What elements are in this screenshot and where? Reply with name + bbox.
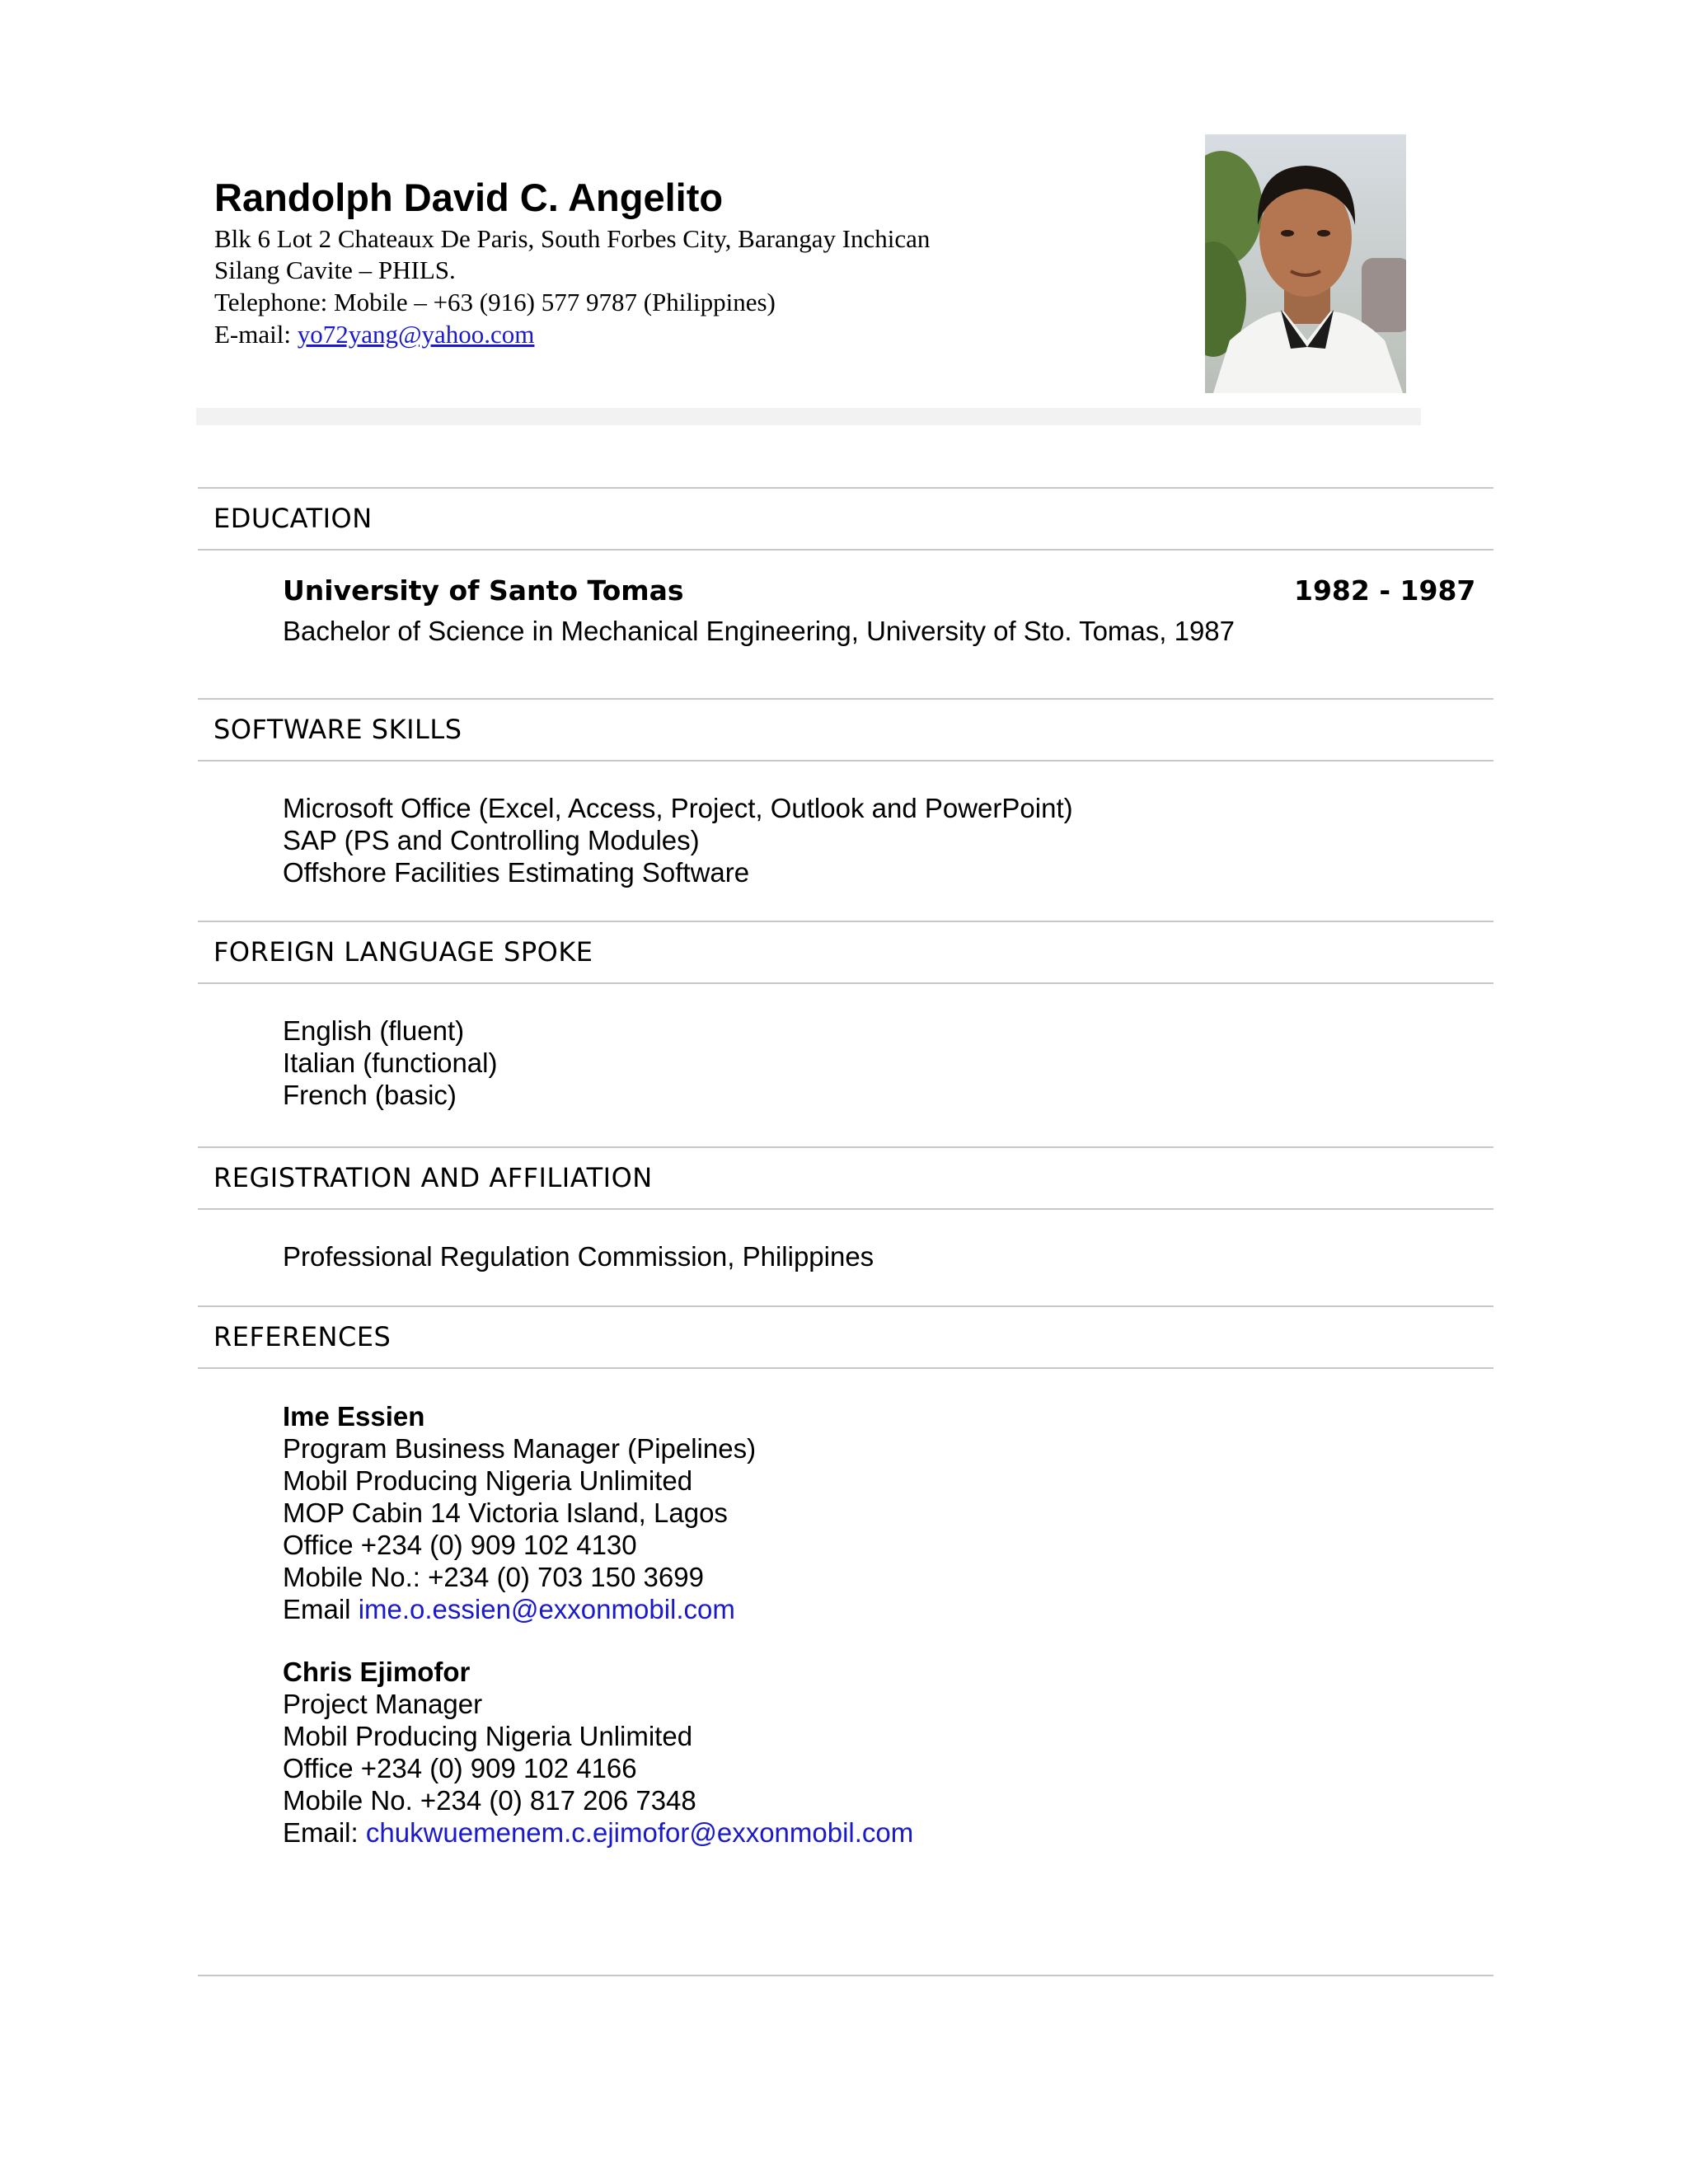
heading-foreign-language: FOREIGN LANGUAGE SPOKE [213,936,593,968]
reference-1-email-link[interactable]: ime.o.essien@exxonmobil.com [358,1594,735,1624]
reference-1-office: Office +234 (0) 909 102 4130 [283,1530,637,1560]
rule-education-bottom [198,549,1493,551]
heading-education: EDUCATION [213,503,373,534]
education-school: University of Santo Tomas [283,574,684,607]
heading-registration: REGISTRATION AND AFFILIATION [213,1162,653,1193]
reference-1-email-line [283,1594,735,1625]
software-item: Microsoft Office (Excel, Access, Project, Outlook and PowerPoint) [283,793,1073,823]
email-link[interactable]: yo72yang@yahoo.com [297,320,535,349]
rule-software-bottom [198,760,1493,762]
reference-2-company: Mobil Producing Nigeria Unlimited [283,1721,693,1751]
rule-education-top [198,487,1493,489]
heading-references: REFERENCES [213,1321,392,1352]
language-item: English (fluent) [283,1015,465,1046]
rule-references-bottom [198,1367,1493,1369]
rule-software-top [198,698,1493,700]
header-divider-band [196,408,1421,425]
software-item: SAP (PS and Controlling Modules) [283,825,700,855]
reference-1-company: Mobil Producing Nigeria Unlimited [283,1465,693,1496]
rule-references-top [198,1305,1493,1307]
language-item: Italian (functional) [283,1047,498,1078]
profile-photo [1205,134,1406,393]
reference-2-email-label: Email: [283,1817,366,1848]
address-line-2: Silang Cavite – PHILS. [214,255,456,284]
rule-registration-bottom [198,1208,1493,1210]
rule-language-bottom [198,982,1493,984]
registration-item: Professional Regulation Commission, Philippines [283,1241,874,1272]
reference-2-office: Office +234 (0) 909 102 4166 [283,1753,637,1783]
rule-language-top [198,921,1493,922]
rule-registration-top [198,1146,1493,1148]
email-label: E-mail: [214,320,298,349]
reference-2-email-link[interactable]: chukwuemenem.c.ejimofor@exxonmobil.com [365,1817,914,1848]
candidate-name: Randolph David C. Angelito [214,176,724,219]
reference-1-email-label: Email [283,1594,359,1624]
reference-1-mobile: Mobile No.: +234 (0) 703 150 3699 [283,1562,704,1592]
rule-footer [198,1975,1493,1976]
telephone-line: Telephone: Mobile – +63 (916) 577 9787 (Philippines) [214,288,776,316]
address-line-1: Blk 6 Lot 2 Chateaux De Paris, South Forbes City, Barangay Inchican [214,224,931,253]
email-line [214,320,534,349]
education-degree: Bachelor of Science in Mechanical Engineering, University of Sto. Tomas, 1987 [283,616,1236,646]
heading-software-skills: SOFTWARE SKILLS [213,714,462,745]
education-years: 1982 - 1987 [1294,574,1476,607]
reference-2-title: Project Manager [283,1689,483,1719]
reference-2-mobile: Mobile No. +234 (0) 817 206 7348 [283,1785,696,1816]
reference-2-email-line [283,1817,913,1849]
reference-1-address: MOP Cabin 14 Victoria Island, Lagos [283,1497,728,1528]
reference-1-name: Ime Essien [283,1401,425,1432]
software-item: Offshore Facilities Estimating Software [283,857,750,888]
reference-1-title: Program Business Manager (Pipelines) [283,1433,757,1464]
reference-2-name: Chris Ejimofor [283,1657,471,1687]
language-item: French (basic) [283,1080,457,1110]
